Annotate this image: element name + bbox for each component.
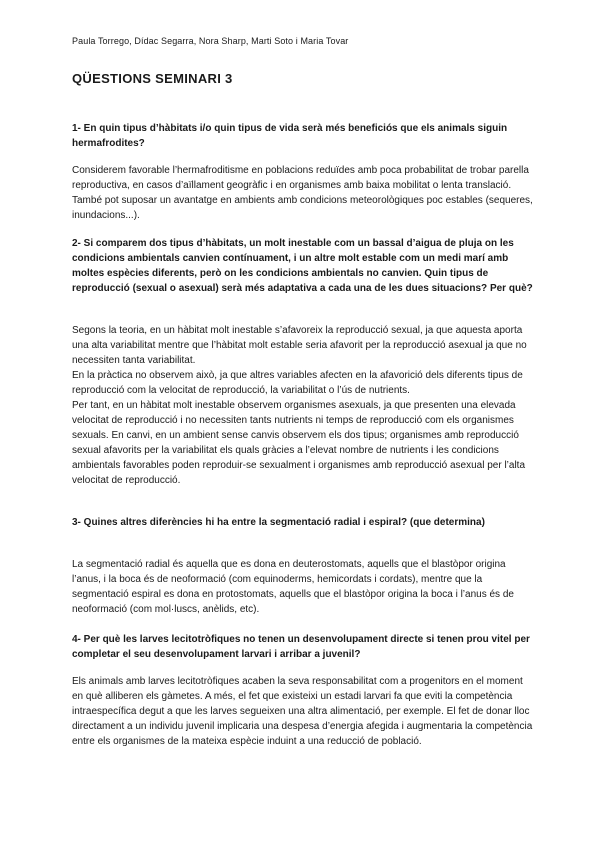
authors-header: Paula Torrego, Dídac Segarra, Nora Sharp, Marti Soto i Maria Tovar bbox=[72, 36, 349, 46]
answer-1-paragraph: Considerem favorable l’hermafroditisme en poblacions reduïdes amb poca probabilitat de trobar parella reproductiva, en casos d’aïllament geogràfic i en organismes amb baixa mobilitat o lenta translació. També pot suposar un avantatge en ambients amb condicions meteorològiques poc estables (sequeres, inundacions...). bbox=[72, 165, 533, 221]
question-1: 1- En quin tipus d’hàbitats i/o quin tipus de vida serà més beneficiós que els animals siguin hermafrodites? bbox=[72, 123, 508, 149]
question-4: 4- Per què les larves lecitotròfiques no tenen un desenvolupament directe si tenen prou vitel per completar el seu desenvolupament larvari i arribar a juvenil? bbox=[72, 634, 530, 660]
answer-1 bbox=[72, 163, 534, 223]
answer-2 bbox=[72, 323, 534, 488]
answer-3-paragraph: La segmentació radial és aquella que es dona en deuterostomats, aquells que el blastòpor origina l’anus, i la boca és de neoformació (com equinoderms, hemicordats i cordats), mentre que la segmentació espiral es dona en protostomats, aquells que el blastòpor origina la boca i l’anus és de neoformació (com mol·luscs, anèlids, etc). bbox=[72, 559, 514, 615]
answer-4 bbox=[72, 674, 534, 749]
question-3: 3- Quines altres diferències hi ha entre la segmentació radial i espiral? (que determina) bbox=[72, 517, 485, 528]
answer-3 bbox=[72, 557, 534, 617]
answer-2-paragraph: En la pràctica no observem això, ja que altres variables afecten en la afavorició dels diferents tipus de reproducció com la velocitat de reproducció, la variabilitat o l’ús de nutrients. bbox=[72, 370, 523, 396]
page-title: QÜESTIONS SEMINARI 3 bbox=[72, 71, 233, 86]
answer-4-paragraph: Els animals amb larves lecitotròfiques acaben la seva responsabilitat com a progenitors en el moment en què alliberen els gàmetes. A més, el fet que existeixi un estadi larvari fa que eviti la competència intraespecífica degut a que les larves segueixen una altra alimentació, per exemple. El fet de donar lloc directament a un individu juvenil implicaria una despesa d’energia afegida i augmentaria la competència entre els organismes de la mateixa espècie induint a una reducció de població. bbox=[72, 676, 533, 747]
answer-2-paragraph: Segons la teoria, en un hàbitat molt inestable s’afavoreix la reproducció sexual, ja que aquesta aporta una alta variabilitat mentre que l’hàbitat molt estable seria afavorit per la reproducció asexual ja que no necessiten tanta variabilitat. bbox=[72, 325, 527, 366]
answer-2-paragraph: Per tant, en un hàbitat molt inestable observem organismes asexuals, ja que presenten una elevada velocitat de reproducció i no necessiten tants nutrients ni temps de reproducció com els organismes sexuals. En canvi, en un ambient sense canvis observem els dos tipus; organismes amb reproducció sexual afavorits per la variabilitat els quals gràcies a l’elevat nombre de nutrients i les condicions ambientals favorables poden reproduir-se sexualment i organismes amb reproducció asexual per l’alta velocitat de reproducció. bbox=[72, 400, 526, 486]
question-2: 2- Si comparem dos tipus d’hàbitats, un molt inestable com un bassal d’aigua de pluja on les condicions ambientals canvien contínuament, i un altre molt estable com un medi marí amb moltes espècies diferents, però on les condicions ambientals no canvien. Quin tipus de reproducció (sexual o asexual) serà més adaptativa a cada una de les dues situacions? Per què? bbox=[72, 238, 533, 294]
